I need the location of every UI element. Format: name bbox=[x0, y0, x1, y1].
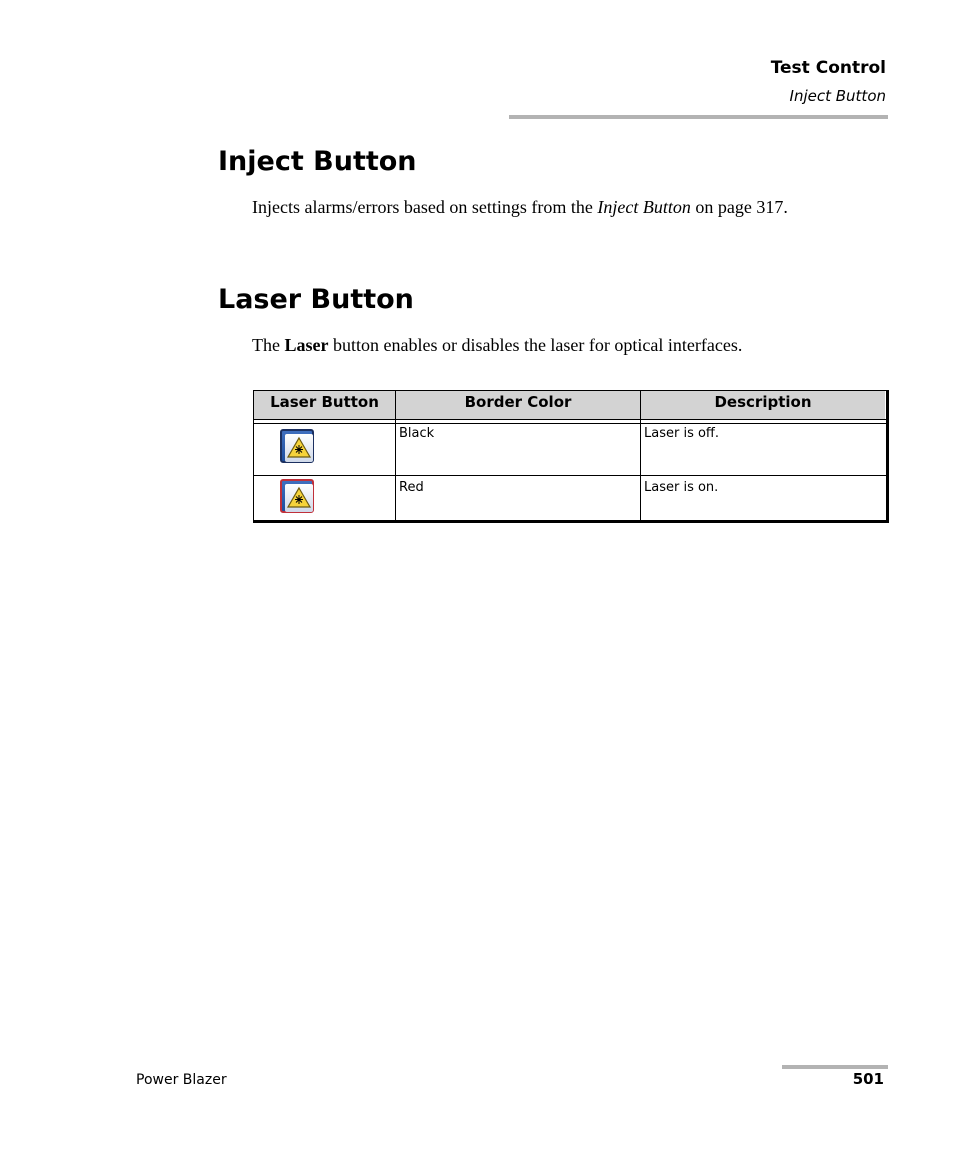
table-cell-border-color: Red bbox=[399, 480, 424, 495]
inject-button-description bbox=[252, 195, 788, 219]
footer-rule bbox=[782, 1065, 888, 1069]
laser-text-before: The bbox=[252, 335, 285, 355]
inject-button-heading: Inject Button bbox=[218, 146, 417, 177]
table-border bbox=[253, 390, 889, 523]
laser-text-after: button enables or disables the laser for optical interfaces. bbox=[328, 335, 743, 355]
inject-text-before: Injects alarms/errors based on settings from the bbox=[252, 197, 598, 217]
column-divider bbox=[640, 390, 641, 520]
laser-button-description bbox=[252, 333, 742, 357]
table-cell-border-color: Black bbox=[399, 426, 435, 441]
running-head bbox=[771, 57, 886, 107]
laser-button-off-icon bbox=[280, 429, 314, 463]
header-divider bbox=[253, 419, 886, 420]
table-cell-description: Laser is off. bbox=[644, 426, 720, 441]
section-title: Inject Button bbox=[789, 87, 886, 105]
row-divider bbox=[253, 475, 886, 476]
inject-cross-reference[interactable]: Inject Button bbox=[597, 197, 691, 217]
column-divider bbox=[395, 390, 396, 520]
laser-button-on-icon bbox=[280, 479, 314, 513]
chapter-title: Test Control bbox=[770, 58, 886, 78]
inject-text-after: on page 317. bbox=[690, 197, 788, 217]
header-rule bbox=[509, 115, 888, 119]
laser-text-bold: Laser bbox=[284, 335, 329, 355]
page-number: 501 bbox=[852, 1070, 884, 1088]
column-header-laser-button: Laser Button bbox=[254, 390, 395, 419]
laser-button-heading: Laser Button bbox=[218, 284, 414, 315]
laser-button-table bbox=[253, 390, 888, 522]
footer-product-name: Power Blazer bbox=[136, 1072, 227, 1088]
column-header-description: Description bbox=[641, 390, 885, 419]
table-cell-description: Laser is on. bbox=[644, 480, 719, 495]
header-divider bbox=[253, 423, 886, 424]
column-header-border-color: Border Color bbox=[396, 390, 640, 419]
